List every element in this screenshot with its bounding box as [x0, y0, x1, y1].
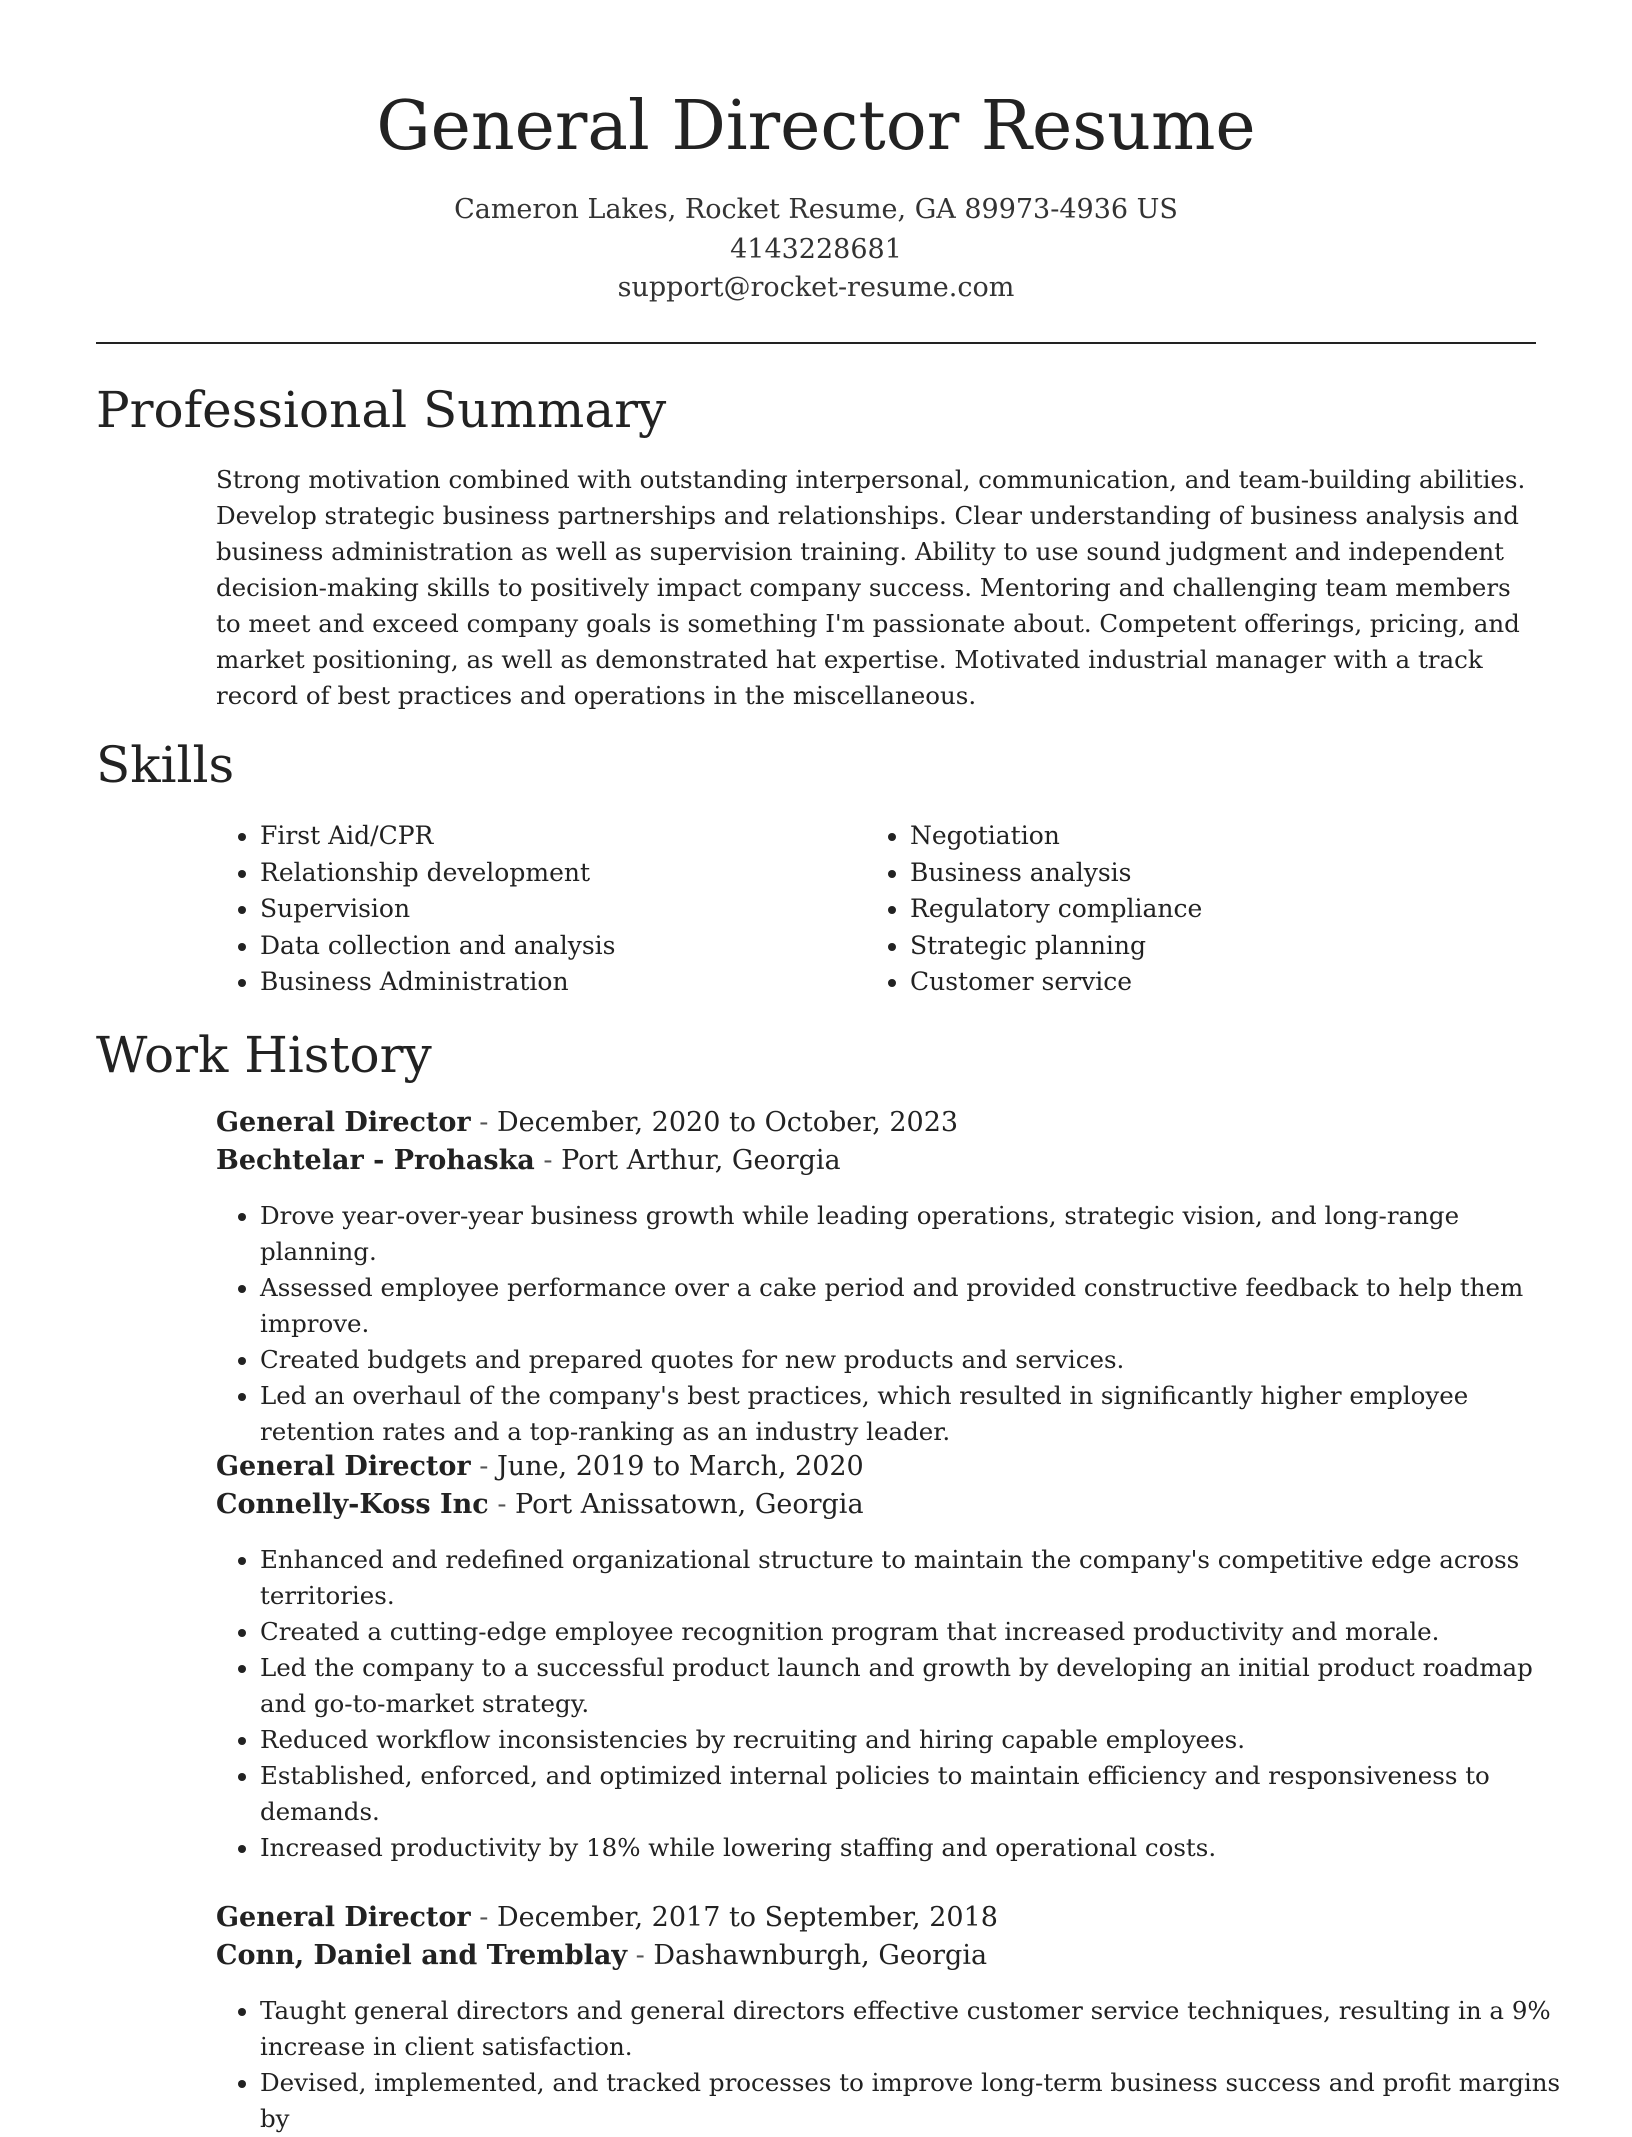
job-company: Connelly-Koss Inc [216, 1489, 489, 1520]
job-duties-list [216, 1993, 1580, 2137]
contact-address: Cameron Lakes, Rocket Resume, GA 89973-4936 US [454, 194, 1178, 225]
job-title: General Director [216, 1902, 471, 1933]
job-company: Conn, Daniel and Tremblay [216, 1940, 628, 1971]
skills-heading: Skills [96, 736, 235, 794]
job-title-line: General Director - December, 2020 to October, 2023 [216, 1107, 959, 1138]
job-location: Dashawnburgh, Georgia [653, 1940, 988, 1971]
job-duties-list [216, 1198, 1580, 1450]
skill-item: • First Aid/CPR [260, 818, 860, 855]
skill-item: • Customer service [910, 964, 1530, 1001]
header-divider [96, 342, 1536, 344]
job-location: Port Anissatown, Georgia [515, 1489, 864, 1520]
skill-item: • Supervision [260, 891, 860, 928]
job-duty: • Drove year-over-year business growth while leading operations, strategic vision, and long-range planning. [260, 1198, 1580, 1270]
job-company-line: Bechtelar - Prohaska - Port Arthur, Georgia [216, 1145, 841, 1176]
job-company-line: Connelly-Koss Inc - Port Anissatown, Georgia [216, 1489, 864, 1520]
resume-title: General Director Resume [376, 87, 1256, 166]
job-company-line: Conn, Daniel and Tremblay - Dashawnburgh, Georgia [216, 1940, 988, 1971]
job-duty: • Increased productivity by 18% while lowering staffing and operational costs. [260, 1830, 1580, 1866]
job-dates: June, 2019 to March, 2020 [496, 1451, 864, 1482]
job-duties-list [216, 1542, 1580, 1866]
job-duty: • Taught general directors and general directors effective customer service techniques, resulting in a 9% increase in client satisfaction. [260, 1993, 1580, 2065]
job-duty: • Created budgets and prepared quotes for new products and services. [260, 1342, 1580, 1378]
job-duty: • Established, enforced, and optimized internal policies to maintain efficiency and responsiveness to demands. [260, 1758, 1580, 1830]
summary-heading: Professional Summary [96, 381, 667, 439]
job-duty: • Led an overhaul of the company's best practices, which resulted in significantly higher employee retention rates and a top-ranking as an industry leader. [260, 1378, 1580, 1450]
skills-list-left [216, 818, 860, 1001]
job-duty: • Enhanced and redefined organizational structure to maintain the company's competitive edge across territories. [260, 1542, 1580, 1614]
job-duty: • Devised, implemented, and tracked processes to improve long-term business success and profit margins by [260, 2065, 1580, 2137]
contact-phone: 4143228681 [730, 234, 902, 265]
job-location: Port Arthur, Georgia [561, 1145, 841, 1176]
skills-list-right [866, 818, 1530, 1001]
contact-email: support@rocket-resume.com [617, 272, 1015, 303]
job-duty: • Created a cutting-edge employee recognition program that increased productivity and morale. [260, 1614, 1580, 1650]
skill-item: • Data collection and analysis [260, 928, 860, 965]
summary-text: Strong motivation combined with outstanding interpersonal, communication, and team-building abilities. Develop strategic business partnerships and relationships. Clear understanding of business analysis and business administration as well as supervision training. Ability to use sound judgment and independent decision-making skills to positively impact company success. Mentoring and challenging team members to meet and exceed company goals is something I'm passionate about. Competent offerings, pricing, and market positioning, as well as demonstrated hat expertise. Motivated industrial manager with a track record of best practices and operations in the miscellaneous. [216, 465, 1526, 710]
skill-item: • Negotiation [910, 818, 1530, 855]
job-title-line: General Director - December, 2017 to September, 2018 [216, 1902, 998, 1933]
skill-item: • Strategic planning [910, 928, 1530, 965]
job-dates: December, 2020 to October, 2023 [496, 1107, 959, 1138]
job-duty: • Assessed employee performance over a cake period and provided constructive feedback to help them improve. [260, 1270, 1580, 1342]
work-history-heading: Work History [96, 1026, 432, 1084]
job-duty: • Led the company to a successful product launch and growth by developing an initial product roadmap and go-to-market strategy. [260, 1650, 1580, 1722]
job-title-line: General Director - June, 2019 to March, 2020 [216, 1451, 864, 1482]
job-title: General Director [216, 1451, 471, 1482]
skill-item: • Business Administration [260, 964, 860, 1001]
skill-item: • Business analysis [910, 855, 1530, 892]
job-title: General Director [216, 1107, 471, 1138]
skill-item: • Regulatory compliance [910, 891, 1530, 928]
job-company: Bechtelar - Prohaska [216, 1145, 535, 1176]
job-dates: December, 2017 to September, 2018 [496, 1902, 998, 1933]
job-duty: • Reduced workflow inconsistencies by recruiting and hiring capable employees. [260, 1722, 1580, 1758]
skill-item: • Relationship development [260, 855, 860, 892]
